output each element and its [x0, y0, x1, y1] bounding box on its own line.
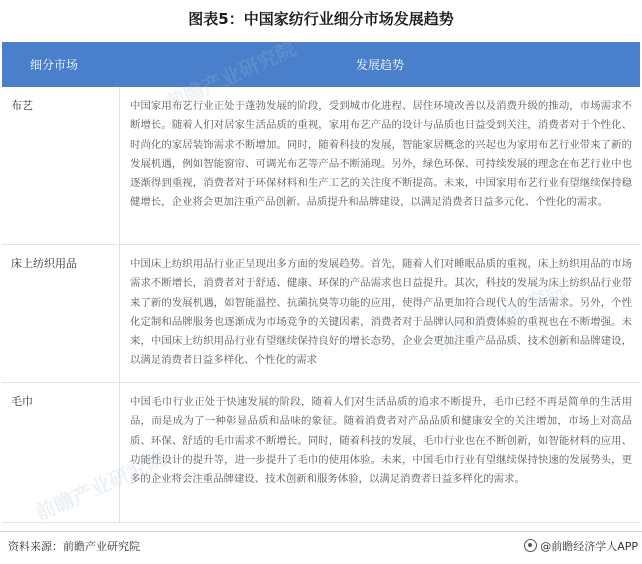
- brand-text: @前瞻经济学人APP: [540, 539, 638, 553]
- segment-cell: 布艺: [2, 87, 120, 244]
- table-row: [2, 245, 640, 383]
- trend-cell: 中国床上纺织用品行业正呈现出多方面的发展趋势。首先，随着人们对睡眠品质的重视，床上纺织用品的市场需求不断增长，消费者对于舒适、健康、环保的产品需求也日益提升。其次，科技的发展为床上纺织品行业带来了新的发展机遇，如智能温控、抗菌抗臭等功能的应用，使得产品更加符合现代人的生活需求。另外，个性化定制和品牌服务也逐渐成为市场竞争的关键因素，消费者对于品牌认同和消费体验的重视也在不断增强。未来，中国床上纺织用品行业有望继续保持良好的增长态势，企业会更加注重产品品质、技术创新和品牌建设，以满足消费者日益多样化、个性化的需求: [130, 258, 632, 367]
- source-footer: [0, 531, 642, 559]
- watermark: 前瞻产业研究院: [161, 36, 300, 116]
- segment-cell: 床上纺织用品: [2, 245, 120, 382]
- segment-cell: 毛巾: [2, 383, 120, 522]
- watermark: 前瞻产业研究院: [431, 276, 570, 356]
- header-trend: 发展趋势: [355, 58, 404, 72]
- trend-cell: 中国毛巾行业正处于快速发展的阶段，随着人们对生活品质的追求不断提升，毛巾已经不再是简单的生活用品，而是成为了一种彰显品质和品味的象征。随着消费者对产品品质和健康安全的关注增加，市场上对高品质、环保、舒适的毛巾需求不断增长。同时，随着科技的发展，毛巾行业也在不断创新，如智能材料的应用、功能性设计的提升等，进一步提升了毛巾的使用体验。未来，中国毛巾行业有望继续保持快速的发展势头，更多的企业将会注重品牌建设、技术创新和服务体验，以满足消费者日益多样化的需求。: [130, 396, 632, 486]
- watermark: 前瞻产业研究院: [31, 446, 170, 526]
- figure-title: 图表5：中国家纺行业细分市场发展趋势: [188, 10, 454, 28]
- table-header-row: [2, 42, 640, 87]
- header-segment: 细分市场: [30, 58, 79, 72]
- trend-table: [2, 42, 640, 523]
- brand-credit: [524, 538, 638, 554]
- table-row: [2, 383, 640, 523]
- weibo-icon: [524, 539, 537, 552]
- trend-cell: 中国家用布艺行业正处于蓬勃发展的阶段，受到城市化进程、居住环境改善以及消费升级的推动，市场需求不断增长。随着人们对居家生活品质的重视，家用布艺产品的设计与品质也日益受到关注，消费者对于个性化、时尚化的家居装饰需求不断增加。同时，随着科技的发展，智能家居概念的兴起也为家用布艺行业带来了新的发展机遇，例如智能窗帘、可调光布艺等产品不断涌现。另外，绿色环保、可持续发展的理念在布艺行业中也逐渐得到重视，消费者对于环保材料和生产工艺的关注度不断提高。未来，中国家用布艺行业有望继续保持稳健增长，企业将会更加注重产品创新、品质提升和品牌建设，以满足消费者日益多元化、个性化的需求。: [130, 100, 632, 209]
- table-row: [2, 87, 640, 245]
- source-text: 资料来源：前瞻产业研究院: [8, 539, 140, 553]
